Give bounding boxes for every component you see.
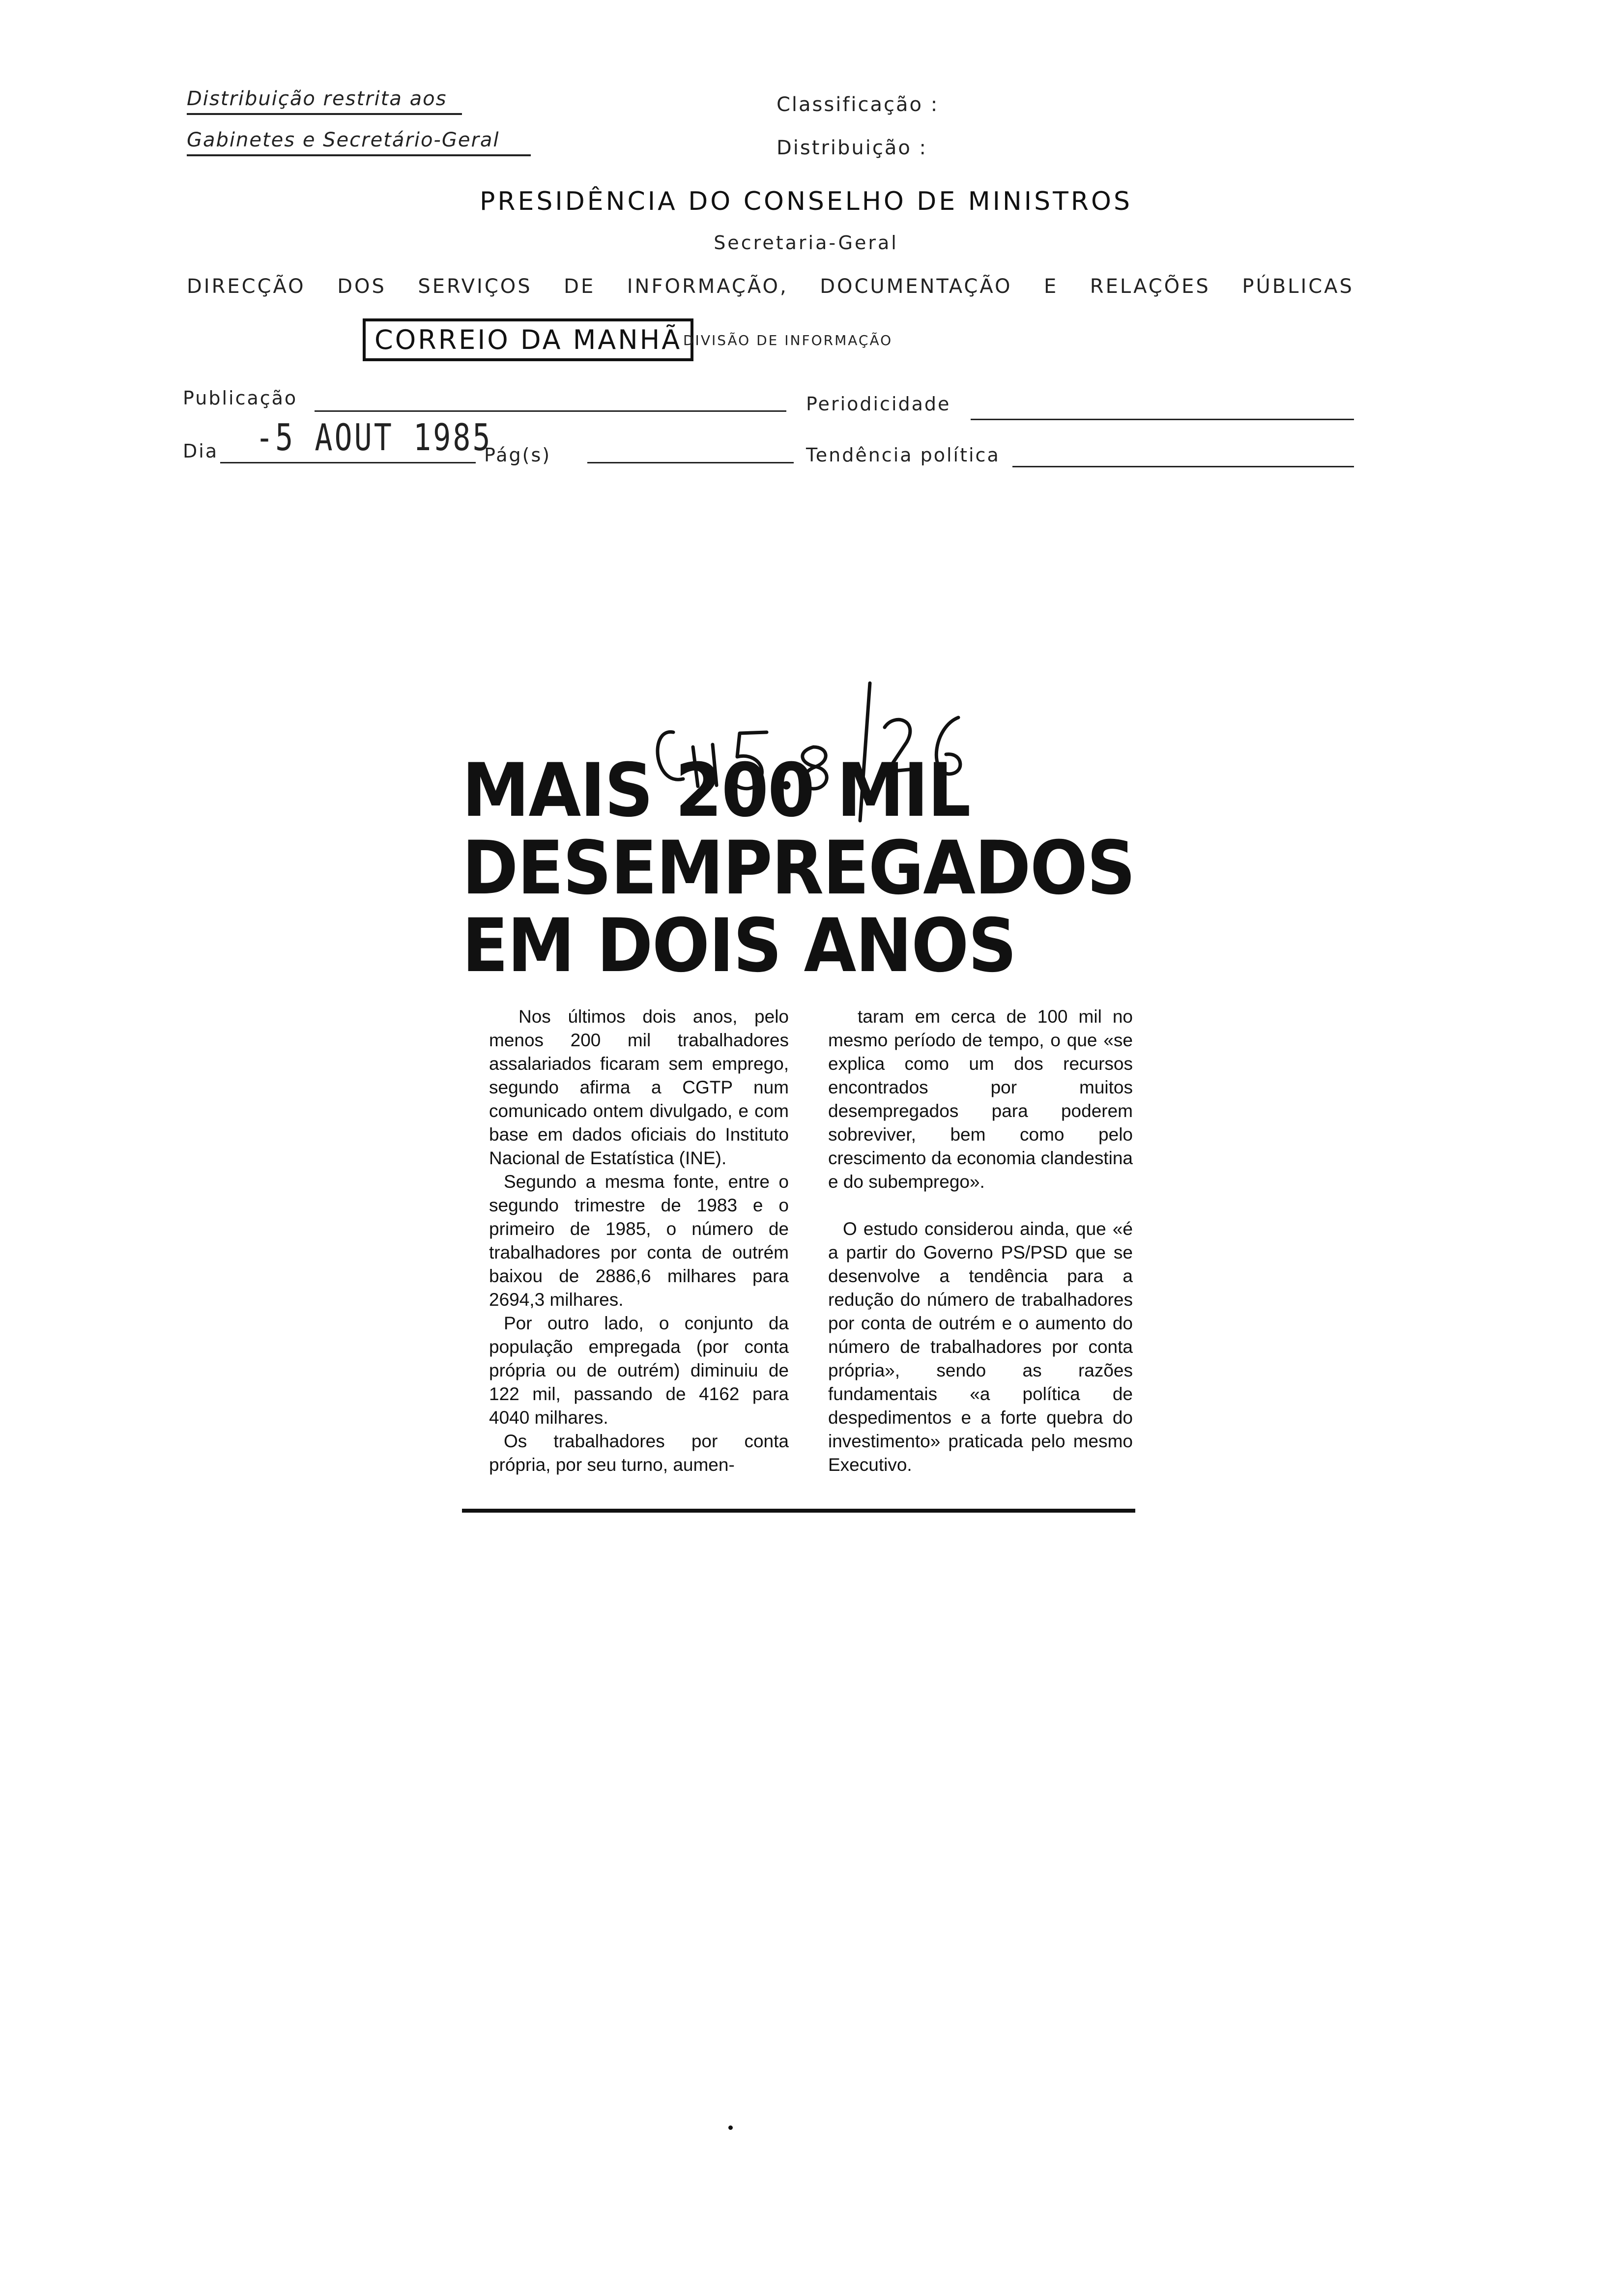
classificacao-label: Classificação :	[777, 93, 939, 116]
periodicidade-line	[971, 419, 1354, 420]
direccao-word: DIRECÇÃO	[187, 275, 306, 298]
article-paragraph: Os trabalhadores por conta própria, por seu turno, aumen-	[489, 1431, 789, 1475]
pags-label: Pág(s)	[484, 444, 551, 466]
direccao-word: RELAÇÕES	[1090, 275, 1210, 298]
article-paragraph: O estudo considerou ainda, que «é a partir do Governo PS/PSD que se desenvolve a tendência para a redução do número de trabalhadores por conta de outrém e o aumento do número de trabalhadores por conta própria», sendo as razões fundamentais «a política de despedimentos e a forte quebra do investimento» praticada pelo mesmo Executivo.	[828, 1219, 1133, 1475]
article-paragraph: Segundo a mesma fonte, entre o segundo trimestre de 1983 e o primeiro de 1985, o número de trabalhadores por conta de outrém baixou de 2886,6 milhares para 2694,3 milhares.	[489, 1172, 789, 1310]
scan-speck	[728, 2125, 733, 2130]
direccao-word: DE	[564, 275, 596, 298]
direccao-line	[187, 275, 1354, 298]
distribution-cabinets-line: Gabinetes e Secretário-Geral	[187, 129, 531, 156]
publicacao-label: Publicação	[183, 387, 298, 409]
article-column-1	[489, 1005, 789, 1477]
article-column-2	[828, 1005, 1133, 1477]
article-headline-line-2: DESEMPREGADOS	[462, 826, 1135, 911]
tendencia-label: Tendência política	[806, 444, 1000, 466]
distribuicao-label: Distribuição :	[777, 137, 928, 159]
date-stamp: -5 AOUT 1985	[256, 416, 492, 459]
distribution-restricted-line: Distribuição restrita aos	[187, 87, 462, 115]
organisation-subtitle: Secretaria-Geral	[714, 232, 898, 254]
division-stamp-text: DIVISÃO DE INFORMAÇÃO	[683, 332, 893, 348]
direccao-word: DOCUMENTAÇÃO	[820, 275, 1012, 298]
direccao-word: DOS	[337, 275, 386, 298]
article-paragraph: Por outro lado, o conjunto da população empregada (por conta própria ou de outrém) diminuiu de 122 mil, passando de 4162 para 4040 milhares.	[489, 1313, 789, 1428]
pags-line	[587, 462, 794, 463]
article-headline-line-3: EM DOIS ANOS	[462, 903, 1016, 989]
direccao-word: E	[1044, 275, 1059, 298]
dia-line	[220, 462, 476, 463]
direccao-word: INFORMAÇÃO,	[627, 275, 788, 298]
publication-stamp: CORREIO DA MANHÃ	[363, 318, 693, 361]
tendencia-line	[1012, 466, 1354, 467]
article-bottom-rule	[462, 1509, 1135, 1513]
direccao-word: SERVIÇOS	[418, 275, 532, 298]
article-paragraph: taram em cerca de 100 mil no mesmo período de tempo, o que «se explica como um dos recursos encontrados por muitos desempregados para poderem sobreviver, bem como pelo crescimento da economia clandestina e do subemprego».	[828, 1006, 1133, 1192]
organisation-title: PRESIDÊNCIA DO CONSELHO DE MINISTROS	[480, 187, 1132, 216]
article-headline-line-1: MAIS 200 MIL	[462, 748, 970, 833]
publicacao-line	[315, 410, 786, 412]
article-paragraph: Nos últimos dois anos, pelo menos 200 mil trabalhadores assalariados ficaram sem emprego, segundo afirma a CGTP num comunicado ontem divulgado, e com base em dados oficiais do Instituto Nacional de Estatística (INE).	[489, 1006, 789, 1168]
periodicidade-label: Periodicidade	[806, 393, 951, 415]
direccao-word: PÚBLICAS	[1242, 275, 1354, 298]
dia-label: Dia	[183, 440, 219, 462]
